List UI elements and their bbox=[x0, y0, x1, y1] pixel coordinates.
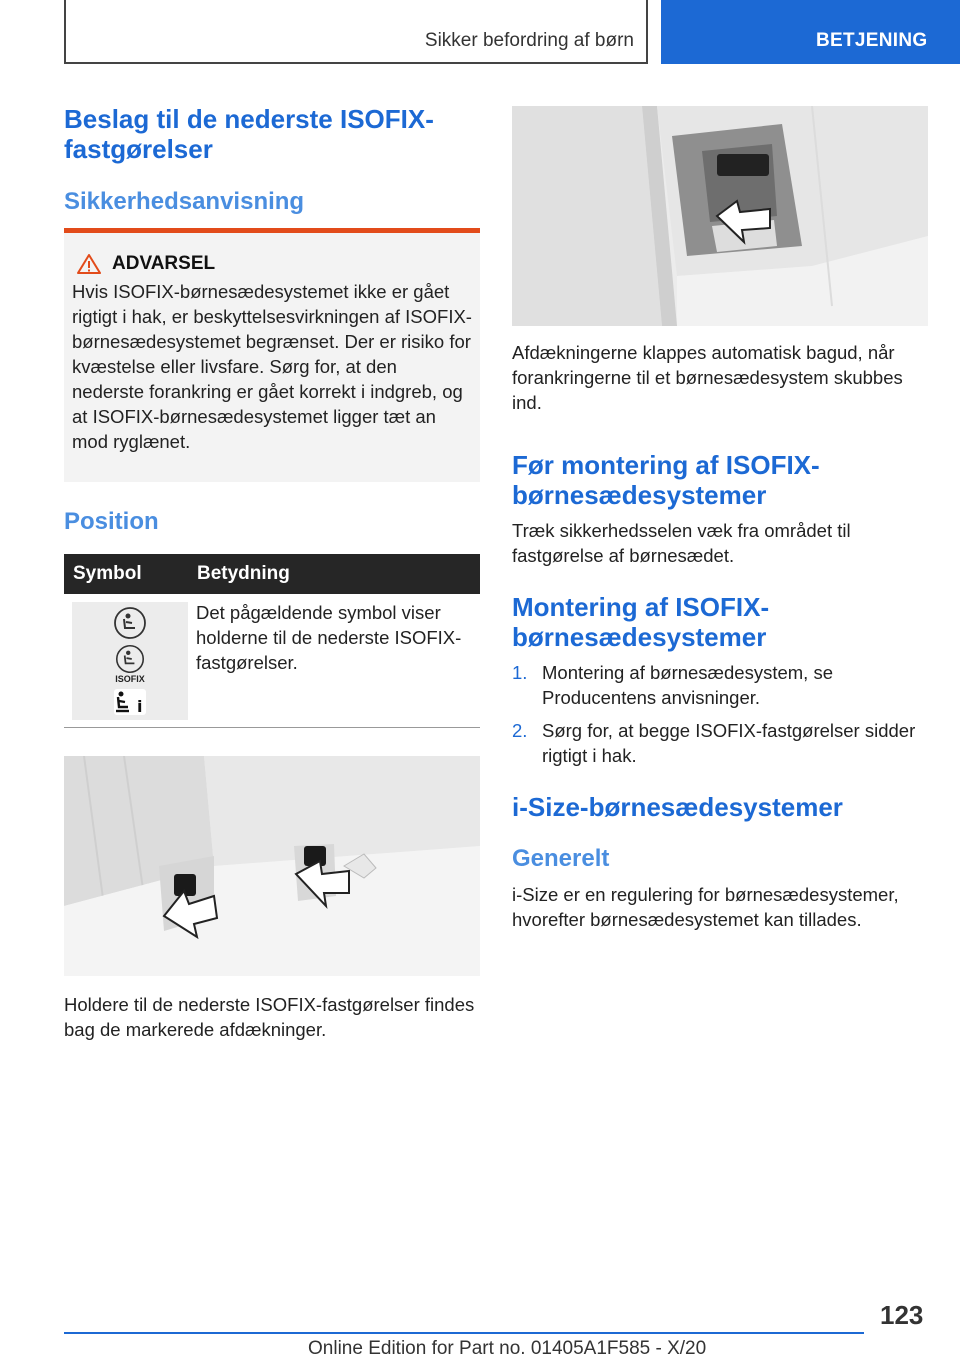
symbol-meaning-text: Det pågældende symbol viser holderne til de nederste ISOFIX-fastgørelser. bbox=[196, 602, 462, 673]
footer-rule bbox=[64, 1332, 864, 1334]
list-item bbox=[512, 718, 928, 768]
before-mounting-heading: Før montering af ISOFIX-børnesædesystemer bbox=[512, 450, 820, 510]
header-chapter-label: BETJENING bbox=[816, 30, 928, 51]
child-seat-icon bbox=[113, 606, 147, 640]
safety-heading: Sikkerhedsanvisning bbox=[64, 188, 305, 215]
footer-edition: Online Edition for Part no. 01405A1F585 - X/20 bbox=[308, 1338, 707, 1359]
isize-heading: i-Size-børnesædesystemer bbox=[512, 792, 843, 822]
table-header-symbol: Symbol bbox=[73, 563, 142, 584]
step-text: Sørg for, at begge ISOFIX-fastgørelser sidder rigtigt i hak. bbox=[542, 720, 916, 766]
isofix-label: ISOFIX bbox=[115, 674, 145, 684]
warning-label: ADVARSEL bbox=[112, 253, 216, 274]
header-section-box bbox=[64, 0, 648, 64]
header-section-title: Sikker befordring af børn bbox=[424, 30, 634, 51]
page-number: 123 bbox=[880, 1300, 924, 1330]
before-mounting-text: Træk sikkerhedsselen væk fra området til fastgørelse af børnesædet. bbox=[512, 520, 851, 566]
list-item bbox=[512, 660, 928, 710]
step-number: 2. bbox=[512, 720, 528, 741]
warning-text: Hvis ISOFIX-børnesædesystemet ikke er gået rigtigt i hak, er beskyttelsesvirkningen af ISOFIX-børnesædesystemet begrænset. Der er risiko for kvæstelse eller livsfare. Sørg for, at den nederste forankring er gået korrekt i indgreb, og at ISOFIX-børnesædesystemet ligger tæt an mod ryglænet. bbox=[72, 281, 472, 452]
step-text: Montering af børnesædesystem, se Producentens anvisninger. bbox=[542, 662, 833, 708]
table-row bbox=[64, 594, 480, 728]
cover-flap-photo bbox=[512, 106, 928, 326]
general-heading: Generelt bbox=[512, 845, 610, 872]
position-heading: Position bbox=[64, 508, 159, 535]
isofix-seat-icon bbox=[115, 644, 145, 674]
warning-triangle-icon bbox=[76, 253, 102, 275]
right-caption: Afdækningerne klappes automatisk bagud, når forankringerne til et børnesædesystem skubbes ind. bbox=[512, 342, 903, 413]
isize-seat-icon bbox=[113, 688, 147, 716]
step-number: 1. bbox=[512, 662, 528, 683]
mounting-steps bbox=[512, 660, 928, 768]
symbol-cell bbox=[72, 602, 188, 720]
symbol-table bbox=[64, 554, 480, 728]
left-caption: Holdere til de nederste ISOFIX-fastgørelser findes bag de markerede afdækninger. bbox=[64, 994, 475, 1040]
mounting-heading: Montering af ISOFIX-børnesædesystemer bbox=[512, 592, 770, 652]
isofix-seat-photo bbox=[64, 756, 480, 976]
general-text: i-Size er en regulering for børnesædesystemer, hvorefter børnesædesystemet kan tillades. bbox=[512, 884, 899, 930]
warning-box bbox=[64, 228, 480, 482]
page-title: Beslag til de nederste ISOFIX-fastgørelser bbox=[64, 104, 434, 164]
table-header bbox=[64, 554, 480, 594]
header-chapter-tab[interactable] bbox=[661, 0, 960, 64]
table-header-meaning: Betydning bbox=[197, 563, 290, 584]
isize-label: i bbox=[137, 697, 143, 716]
